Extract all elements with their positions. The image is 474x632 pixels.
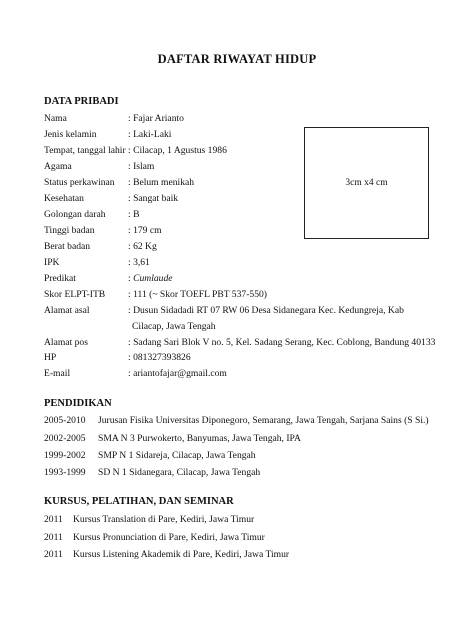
row-label: IPK — [44, 257, 60, 268]
row-label: E-mail — [44, 368, 71, 379]
education-years: 1993-1999 — [44, 467, 86, 478]
row-label: Tinggi badan — [44, 225, 95, 236]
course-title: Kursus Translation di Pare, Kediri, Jawa Timur — [73, 514, 255, 525]
section-heading-personal: DATA PRIBADI — [44, 96, 119, 107]
row-value: : Fajar Arianto — [128, 113, 184, 124]
row-value — [128, 273, 173, 284]
row-label: Agama — [44, 161, 72, 172]
row-value: : 179 cm — [128, 225, 162, 236]
education-years: 2002-2005 — [44, 433, 86, 444]
row-label: Skor ELPT-ITB — [44, 289, 106, 300]
row-label: Nama — [44, 113, 67, 124]
row-value: : Dusun Sidadadi RT 07 RW 06 Desa Sidanegara Kec. Kedungreja, Kab — [128, 305, 404, 316]
row-value: : Sangat baik — [128, 193, 179, 204]
row-label: Golongan darah — [44, 209, 106, 220]
course-year: 2011 — [44, 532, 63, 543]
row-value: : Belum menikah — [128, 177, 195, 188]
row-value: : Sadang Sari Blok V no. 5, Kel. Sadang Serang, Kec. Coblong, Bandung 40133 — [128, 337, 436, 348]
education-years: 2005-2010 — [44, 415, 86, 426]
row-label: Tempat, tanggal lahir — [44, 145, 126, 156]
row-value: : ariantofajar@gmail.com — [128, 368, 227, 379]
row-label: Kesehatan — [44, 193, 84, 204]
row-value: : 3,61 — [128, 257, 150, 268]
row-value: : Laki-Laki — [128, 129, 172, 140]
row-value: : Cilacap, 1 Agustus 1986 — [128, 145, 227, 156]
photo-size-label: 3cm x4 cm — [345, 178, 388, 188]
row-value-continuation: Cilacap, Jawa Tengah — [132, 321, 216, 332]
row-value: : 081327393826 — [128, 352, 191, 363]
course-year: 2011 — [44, 514, 63, 525]
education-years: 1999-2002 — [44, 450, 86, 461]
photo-placeholder — [304, 127, 429, 239]
page-title: DAFTAR RIWAYAT HIDUP — [157, 52, 317, 66]
education-institution: SMP N 1 Sidareja, Cilacap, Jawa Tengah — [98, 450, 256, 461]
row-value: : Islam — [128, 161, 155, 172]
row-value: : 62 Kg — [128, 241, 157, 252]
section-heading-education: PENDIDIKAN — [44, 398, 112, 409]
row-label: Predikat — [44, 273, 76, 284]
row-value-italic: Cumlaude — [133, 273, 173, 284]
course-title: Kursus Listening Akademik di Pare, Kediri, Jawa Timur — [73, 549, 290, 560]
row-label: Status perkawinan — [44, 177, 115, 188]
education-institution: SD N 1 Sidanegara, Cilacap, Jawa Tengah — [98, 467, 261, 478]
course-year: 2011 — [44, 549, 63, 560]
row-value: : B — [128, 209, 140, 220]
row-label: Alamat pos — [44, 337, 88, 348]
row-label: Alamat asal — [44, 305, 90, 316]
course-title: Kursus Pronunciation di Pare, Kediri, Jawa Timur — [73, 532, 265, 543]
row-value: : 111 (~ Skor TOEFL PBT 537-550) — [128, 289, 267, 300]
row-label: Berat badan — [44, 241, 91, 252]
section-heading-courses: KURSUS, PELATIHAN, DAN SEMINAR — [44, 496, 234, 507]
row-label: HP — [44, 352, 57, 363]
row-label: Jenis kelamin — [44, 129, 97, 140]
education-institution: Jurusan Fisika Universitas Diponegoro, Semarang, Jawa Tengah, Sarjana Sains (S Si.) — [98, 415, 429, 426]
row-value-prefix: : — [128, 273, 134, 284]
education-institution: SMA N 3 Purwokerto, Banyumas, Jawa Tengah, IPA — [98, 433, 301, 444]
